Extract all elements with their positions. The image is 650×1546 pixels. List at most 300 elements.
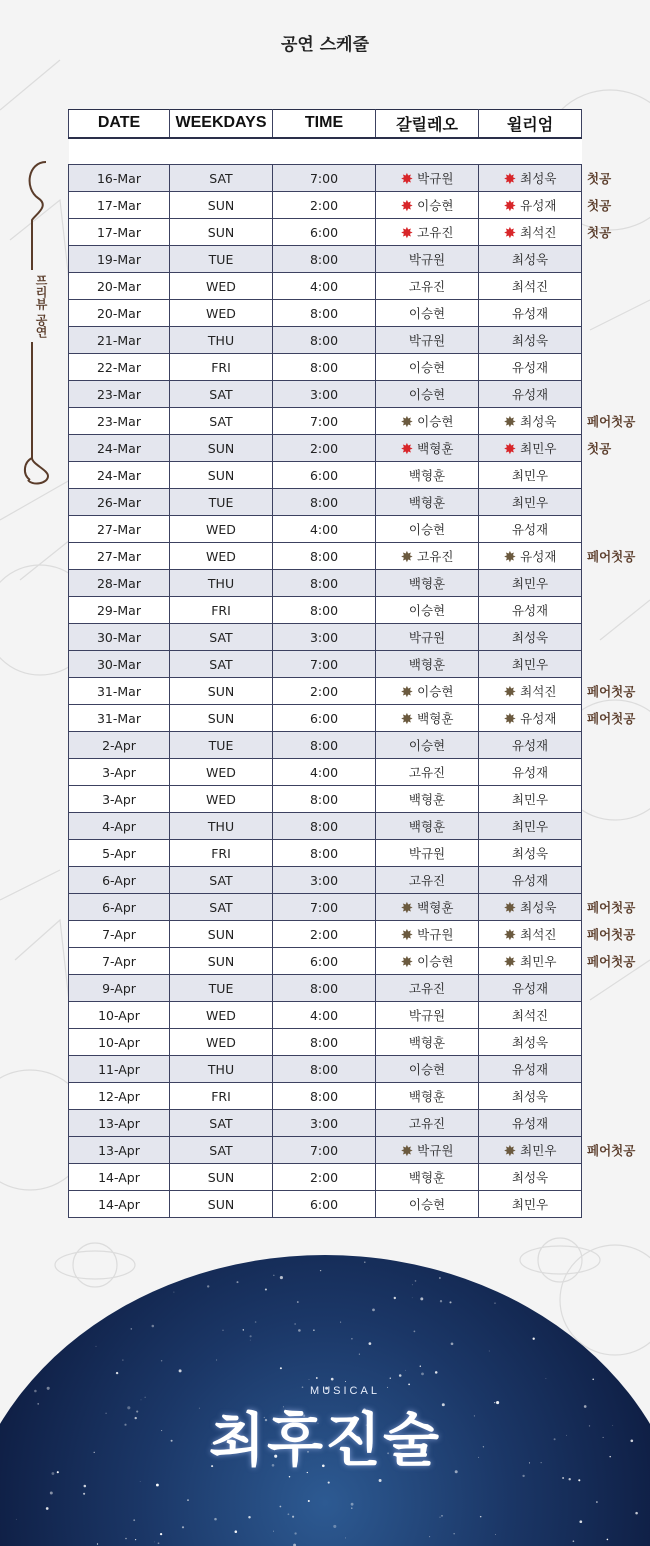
star-dot (294, 1532, 296, 1534)
weekday-cell (170, 759, 273, 786)
galileo-cell-text: 이승현 (408, 738, 446, 753)
date-cell-text: 10-Apr (98, 1007, 140, 1023)
weekday-cell-text: FRI (211, 602, 231, 618)
time-cell (273, 1056, 376, 1083)
date-cell (69, 300, 170, 327)
galileo-cell (376, 192, 479, 219)
time-cell-text: 6:00 (309, 1196, 339, 1212)
dark-star-icon: ✸ (503, 413, 517, 431)
row-note: 페어첫공 (587, 927, 636, 942)
date-cell (69, 732, 170, 759)
galileo-cell-text: 박규원 (417, 927, 454, 942)
star-dot (280, 1367, 282, 1369)
date-cell-text: 17-Mar (96, 197, 141, 213)
time-cell (273, 246, 376, 273)
galileo-cell-text: 백형훈 (408, 792, 446, 807)
dark-star-icon: ✸ (400, 899, 414, 917)
table-row (69, 543, 582, 570)
william-cell-text: 최석진 (520, 684, 557, 699)
table-header-row (69, 110, 582, 138)
star-dot (394, 1297, 396, 1299)
table-row (69, 273, 582, 300)
date-cell-text: 23-Mar (96, 386, 141, 402)
star-dot (42, 1353, 43, 1354)
william-cell (479, 1056, 582, 1083)
star-dot (29, 1317, 32, 1320)
galileo-cell (376, 759, 479, 786)
column-header-weekdays: WEEKDAYS (170, 110, 273, 138)
weekday-cell-text: SAT (209, 656, 233, 672)
table-row (69, 651, 582, 678)
date-cell-text: 27-Mar (96, 548, 141, 564)
william-cell-text: 최성욱 (511, 252, 549, 267)
time-cell (273, 732, 376, 759)
star-dot (579, 1520, 582, 1523)
star-dot (390, 1378, 391, 1379)
star-dot (96, 1346, 97, 1347)
star-dot (414, 1331, 416, 1333)
weekday-cell-text: THU (207, 818, 235, 834)
red-star-icon: ✸ (400, 440, 414, 458)
star-dot (331, 1378, 334, 1381)
date-cell (69, 381, 170, 408)
time-cell-text: 6:00 (309, 467, 339, 483)
time-cell (273, 192, 376, 219)
william-cell (479, 678, 582, 705)
date-cell (69, 921, 170, 948)
star-dot (372, 1309, 375, 1312)
star-dot (213, 1260, 214, 1261)
date-cell (69, 219, 170, 246)
galileo-cell (376, 354, 479, 381)
weekday-cell-text: THU (207, 1061, 235, 1077)
table-row (69, 516, 582, 543)
galileo-cell-text: 고유진 (408, 1116, 446, 1131)
time-cell (273, 300, 376, 327)
date-cell-text: 26-Mar (96, 494, 141, 510)
galileo-cell-text: 백형훈 (408, 1170, 446, 1185)
galileo-cell (376, 732, 479, 759)
weekday-cell (170, 705, 273, 732)
date-cell (69, 489, 170, 516)
star-dot (451, 1342, 454, 1345)
time-cell (273, 1137, 376, 1164)
time-cell-text: 8:00 (309, 332, 339, 348)
william-cell (479, 462, 582, 489)
star-dot (441, 1515, 442, 1516)
star-dot (298, 1329, 301, 1332)
star-dot (50, 1492, 53, 1495)
star-dot (345, 1381, 346, 1382)
galileo-cell-text: 박규원 (417, 171, 454, 186)
date-cell (69, 246, 170, 273)
weekday-cell (170, 975, 273, 1002)
galileo-cell (376, 867, 479, 894)
date-cell (69, 354, 170, 381)
star-dot (421, 1373, 424, 1376)
star-dot (154, 1542, 155, 1543)
weekday-cell (170, 273, 273, 300)
galileo-cell (376, 570, 479, 597)
galileo-cell (376, 921, 479, 948)
weekday-cell-text: SUN (207, 467, 235, 483)
time-cell (273, 813, 376, 840)
spacer-cell (69, 138, 582, 165)
star-dot (448, 1255, 449, 1256)
star-dot (265, 1288, 267, 1290)
table-row (69, 408, 582, 435)
william-cell-text: 최성욱 (511, 1170, 549, 1185)
date-cell-text: 29-Mar (96, 602, 141, 618)
star-dot (405, 1370, 406, 1371)
table-row (69, 921, 582, 948)
star-dot (116, 1372, 118, 1374)
william-cell (479, 192, 582, 219)
william-cell-text: 최성욱 (520, 414, 557, 429)
time-cell (273, 705, 376, 732)
date-cell (69, 1002, 170, 1029)
star-dot (379, 1479, 382, 1482)
table-row (69, 732, 582, 759)
star-dot (56, 1258, 59, 1261)
weekday-cell-text: WED (206, 791, 236, 807)
william-cell (479, 408, 582, 435)
star-dot (480, 1516, 482, 1518)
galileo-cell (376, 165, 479, 192)
date-cell (69, 570, 170, 597)
galileo-cell-text: 이승현 (417, 684, 454, 699)
time-cell (273, 354, 376, 381)
time-cell (273, 570, 376, 597)
time-cell-text: 8:00 (309, 305, 339, 321)
william-cell (479, 543, 582, 570)
table-row (69, 705, 582, 732)
william-cell (479, 867, 582, 894)
date-cell-text: 31-Mar (96, 683, 141, 699)
william-cell (479, 1164, 582, 1191)
galileo-cell (376, 894, 479, 921)
william-cell-text: 유성재 (511, 981, 549, 996)
time-cell-text: 8:00 (309, 575, 339, 591)
row-note: 첫공 (587, 225, 612, 240)
time-cell-text: 6:00 (309, 953, 339, 969)
star-dot (122, 1360, 123, 1361)
william-cell (479, 840, 582, 867)
william-cell-text: 유성재 (520, 198, 557, 213)
star-dot (420, 1297, 423, 1300)
star-dot (316, 1377, 318, 1379)
schedule-body (69, 165, 582, 1218)
date-cell (69, 948, 170, 975)
weekday-cell (170, 381, 273, 408)
star-dot (474, 1259, 475, 1260)
weekday-cell-text: SAT (209, 872, 233, 888)
time-cell (273, 921, 376, 948)
galileo-cell-text: 백형훈 (408, 1089, 446, 1104)
william-cell-text: 최석진 (511, 1008, 549, 1023)
date-cell-text: 24-Mar (96, 440, 141, 456)
time-cell-text: 3:00 (309, 386, 339, 402)
date-cell (69, 813, 170, 840)
weekday-cell (170, 570, 273, 597)
date-cell-text: 31-Mar (96, 710, 141, 726)
time-cell (273, 867, 376, 894)
time-cell (273, 1029, 376, 1056)
weekday-cell (170, 435, 273, 462)
galileo-cell-text: 이승현 (417, 414, 454, 429)
galileo-cell-text: 이승현 (408, 360, 446, 375)
star-dot (345, 1537, 346, 1538)
time-cell (273, 1083, 376, 1110)
star-dot (592, 1379, 594, 1381)
galileo-cell (376, 516, 479, 543)
star-dot (608, 1358, 609, 1359)
date-cell (69, 678, 170, 705)
star-dot (61, 1343, 63, 1345)
weekday-cell-text: THU (207, 575, 235, 591)
weekday-cell (170, 624, 273, 651)
time-cell (273, 840, 376, 867)
galileo-cell (376, 219, 479, 246)
william-cell-text: 유성재 (511, 873, 549, 888)
galileo-cell-text: 박규원 (408, 846, 446, 861)
galileo-cell-text: 박규원 (408, 252, 446, 267)
weekday-cell (170, 921, 273, 948)
weekday-cell (170, 246, 273, 273)
star-dot (280, 1506, 282, 1508)
table-row (69, 786, 582, 813)
date-cell (69, 327, 170, 354)
time-cell-text: 4:00 (309, 521, 339, 537)
star-dot (606, 1268, 608, 1270)
row-note: 첫공 (587, 441, 612, 456)
time-cell-text: 8:00 (309, 251, 339, 267)
galileo-cell (376, 1029, 479, 1056)
date-cell-text: 14-Apr (98, 1196, 140, 1212)
star-dot (273, 1275, 274, 1276)
star-dot (201, 1263, 202, 1264)
time-cell (273, 1110, 376, 1137)
weekday-cell (170, 489, 273, 516)
galileo-cell-text: 고유진 (417, 225, 454, 240)
time-cell (273, 597, 376, 624)
table-row (69, 1110, 582, 1137)
galileo-cell (376, 435, 479, 462)
date-cell (69, 867, 170, 894)
william-cell-text: 최성욱 (511, 1035, 549, 1050)
page-title: 공연 스케줄 (280, 35, 370, 55)
star-dot (173, 1292, 174, 1293)
william-cell-text: 유성재 (511, 387, 549, 402)
preview-label: 프리뷰 공연 (22, 270, 50, 342)
table-row (69, 1137, 582, 1164)
galileo-cell (376, 489, 479, 516)
time-cell (273, 381, 376, 408)
galileo-cell-text: 이승현 (408, 603, 446, 618)
william-cell-text: 최민우 (520, 1143, 557, 1158)
weekday-cell-text: SAT (209, 899, 233, 915)
star-dot (351, 1503, 354, 1506)
star-dot (158, 1542, 160, 1544)
table-row (69, 840, 582, 867)
william-cell (479, 1137, 582, 1164)
william-cell (479, 1110, 582, 1137)
weekday-cell (170, 840, 273, 867)
date-cell-text: 23-Mar (96, 413, 141, 429)
galileo-cell-text: 백형훈 (408, 576, 446, 591)
weekday-cell (170, 327, 273, 354)
william-cell-text: 최민우 (511, 1197, 549, 1212)
galileo-cell (376, 1137, 479, 1164)
galileo-cell (376, 651, 479, 678)
star-dot (156, 1484, 159, 1487)
star-dot (308, 1500, 310, 1502)
table-row (69, 462, 582, 489)
william-cell-text: 최민우 (511, 468, 549, 483)
time-cell (273, 1191, 376, 1218)
table-row (69, 327, 582, 354)
weekday-cell (170, 1137, 273, 1164)
table-row (69, 624, 582, 651)
weekday-cell-text: SUN (207, 197, 235, 213)
weekday-cell-text: FRI (211, 359, 231, 375)
table-row (69, 1056, 582, 1083)
galileo-cell (376, 1110, 479, 1137)
weekday-cell (170, 948, 273, 975)
dark-star-icon: ✸ (400, 413, 414, 431)
william-cell-text: 유성재 (511, 603, 549, 618)
date-cell (69, 273, 170, 300)
table-row (69, 165, 582, 192)
time-cell-text: 8:00 (309, 845, 339, 861)
star-dot (222, 1330, 223, 1331)
dark-star-icon: ✸ (503, 710, 517, 728)
logo-title: 최후진술 (208, 1406, 442, 1474)
time-cell-text: 3:00 (309, 629, 339, 645)
time-cell (273, 678, 376, 705)
time-cell (273, 975, 376, 1002)
time-cell-text: 2:00 (309, 197, 339, 213)
galileo-cell (376, 1191, 479, 1218)
date-cell-text: 2-Apr (102, 737, 136, 753)
weekday-cell-text: SAT (209, 413, 233, 429)
time-cell (273, 462, 376, 489)
galileo-cell-text: 백형훈 (417, 900, 454, 915)
william-cell-text: 최민우 (520, 954, 557, 969)
time-cell (273, 1002, 376, 1029)
musical-logo (0, 1385, 650, 1477)
dark-star-icon: ✸ (400, 548, 414, 566)
date-cell-text: 7-Apr (102, 926, 136, 942)
row-note: 페어첫공 (587, 684, 636, 699)
time-cell-text: 2:00 (309, 926, 339, 942)
star-dot (607, 1539, 609, 1541)
time-cell-text: 7:00 (309, 656, 339, 672)
star-dot (297, 1301, 299, 1303)
dark-star-icon: ✸ (503, 926, 517, 944)
galileo-cell-text: 백형훈 (408, 657, 446, 672)
galileo-cell (376, 327, 479, 354)
row-note: 페어첫공 (587, 549, 636, 564)
weekday-cell-text: WED (206, 1007, 236, 1023)
date-cell (69, 1110, 170, 1137)
date-cell (69, 840, 170, 867)
date-cell-text: 6-Apr (102, 899, 136, 915)
william-cell (479, 597, 582, 624)
galileo-cell-text: 고유진 (408, 873, 446, 888)
william-cell (479, 300, 582, 327)
table-row (69, 354, 582, 381)
date-cell (69, 1191, 170, 1218)
weekday-cell-text: SAT (209, 386, 233, 402)
star-dot (68, 1305, 69, 1306)
logo-subtitle: MUSICAL (310, 1385, 380, 1397)
weekday-cell-text: FRI (211, 845, 231, 861)
weekday-cell (170, 597, 273, 624)
galileo-cell (376, 705, 479, 732)
weekday-cell (170, 165, 273, 192)
date-cell-text: 30-Mar (96, 629, 141, 645)
galileo-cell (376, 408, 479, 435)
weekday-cell-text: TUE (208, 737, 234, 753)
star-dot (351, 1507, 352, 1508)
william-cell (479, 516, 582, 543)
star-dot (580, 1264, 581, 1265)
weekday-cell-text: FRI (211, 1088, 231, 1104)
star-dot (320, 1270, 321, 1271)
star-dot (133, 1519, 135, 1521)
time-cell (273, 273, 376, 300)
date-cell (69, 165, 170, 192)
date-cell-text: 22-Mar (96, 359, 141, 375)
date-cell-text: 6-Apr (102, 872, 136, 888)
date-cell-text: 20-Mar (96, 305, 141, 321)
weekday-cell-text: TUE (208, 494, 234, 510)
star-dot (81, 1255, 84, 1257)
galileo-cell-text: 박규원 (417, 1143, 454, 1158)
star-dot (537, 1261, 539, 1263)
william-cell (479, 273, 582, 300)
star-dot (161, 1360, 162, 1361)
red-star-icon: ✸ (503, 440, 517, 458)
star-dot (537, 1295, 538, 1296)
date-cell-text: 19-Mar (96, 251, 141, 267)
weekday-cell (170, 408, 273, 435)
star-dot (235, 1530, 238, 1533)
dark-star-icon: ✸ (503, 953, 517, 971)
star-dot (47, 1347, 49, 1349)
time-cell (273, 489, 376, 516)
william-cell (479, 246, 582, 273)
weekday-cell-text: WED (206, 764, 236, 780)
row-note: 첫공 (587, 171, 612, 186)
galileo-cell (376, 1002, 479, 1029)
dark-star-icon: ✸ (400, 953, 414, 971)
galileo-cell-text: 이승현 (408, 522, 446, 537)
william-cell (479, 327, 582, 354)
weekday-cell-text: SUN (207, 953, 235, 969)
table-row (69, 894, 582, 921)
star-dot (562, 1477, 564, 1479)
date-cell (69, 894, 170, 921)
william-cell-text: 최석진 (511, 279, 549, 294)
star-dot (309, 1379, 310, 1380)
time-cell (273, 543, 376, 570)
william-cell-text: 유성재 (511, 306, 549, 321)
star-dot (439, 1517, 440, 1518)
william-cell-text: 유성재 (511, 1116, 549, 1131)
william-cell-text: 최민우 (511, 819, 549, 834)
